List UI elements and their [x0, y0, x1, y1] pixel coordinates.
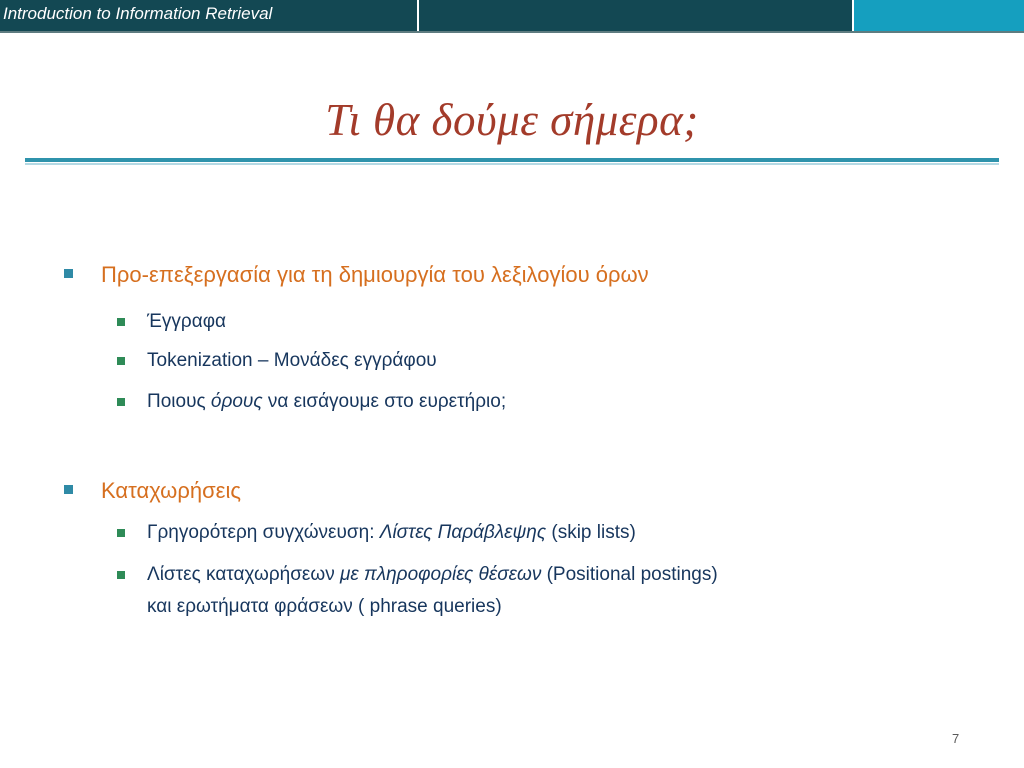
header-bar-segment-middle [419, 0, 852, 31]
list-item-text: Tokenization – Μονάδες εγγράφου [147, 350, 437, 371]
section-heading: Καταχωρήσεις [101, 478, 241, 503]
bullet-square-icon [64, 485, 73, 494]
text-segment: Λίστες καταχωρήσεων [147, 564, 341, 585]
header-divider [0, 31, 1024, 33]
header-bar [0, 0, 1024, 32]
bullet-square-icon [117, 529, 125, 537]
text-emphasis: όρους [210, 391, 263, 412]
bullet-square-icon [64, 269, 73, 278]
text-segment: να εισάγουμε στο ευρετήριο; [262, 391, 507, 412]
bullet-square-icon [117, 357, 125, 365]
header-bar-segment-right [854, 0, 1024, 31]
text-segment: Ποιους [147, 391, 211, 412]
section-heading: Προ-επεξεργασία για τη δημιουργία του λεξιλογίου όρων [101, 262, 649, 287]
course-title: Introduction to Information Retrieval [3, 4, 273, 23]
title-underline-shadow [25, 163, 999, 165]
list-item-text [147, 517, 636, 549]
text-emphasis: Λίστες Παράβλεψης [379, 522, 547, 543]
text-segment: Γρηγορότερη συγχώνευση: [147, 522, 380, 543]
text-segment: (skip lists) [546, 522, 636, 543]
title-underline [25, 158, 999, 162]
page-number: 7 [952, 731, 960, 746]
slide-title: Τι θα δούμε σήμερα; [325, 95, 699, 145]
text-segment-continuation: και ερωτήματα φράσεων ( phrase queries) [147, 596, 502, 617]
bullet-square-icon [117, 398, 125, 406]
list-item-text [147, 559, 718, 623]
text-emphasis: με πληροφορίες θέσεων [340, 564, 542, 585]
list-item-text [147, 386, 506, 418]
list-item-text: Έγγραφα [147, 311, 226, 332]
bullet-square-icon [117, 318, 125, 326]
bullet-square-icon [117, 571, 125, 579]
text-segment: (Positional postings) [541, 564, 718, 585]
